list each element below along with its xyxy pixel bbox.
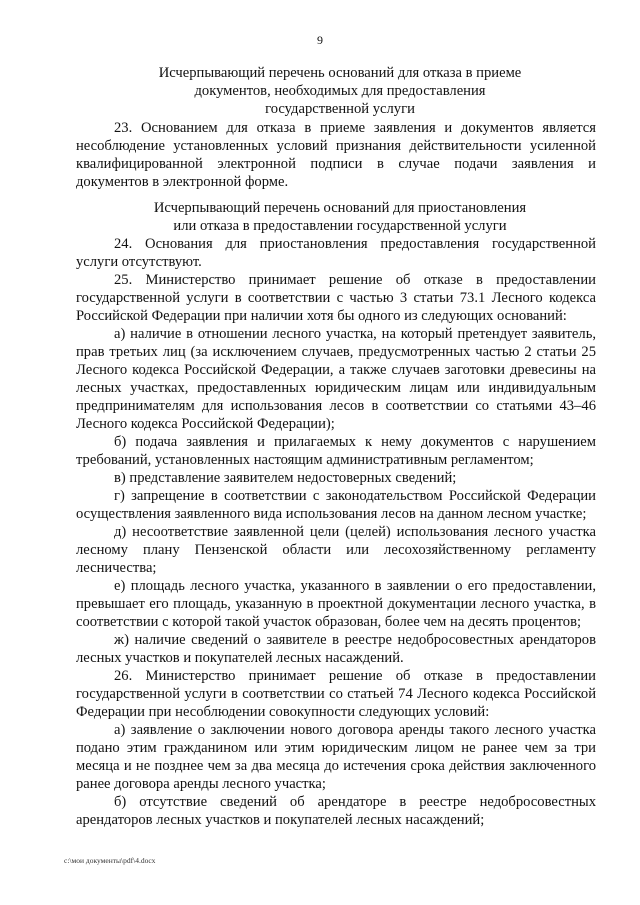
heading-line: Исчерпывающий перечень оснований для приостановления bbox=[153, 200, 527, 216]
paragraph-25-e: е) площадь лесного участка, указанного в заявлении о его предоставлении, превышает его площадь, указанную в проектной документации лесного участка, в соответствии с которой такой участок образован, более чем на десять процентов; bbox=[76, 578, 596, 630]
heading-line: государственной услуги bbox=[265, 101, 415, 117]
paragraph-25: 25. Министерство принимает решение об отказе в предоставлении государственной услуги в соответствии с частью 3 статьи 73.1 Лесного кодекса Российской Федерации при наличии хотя бы одного из следующих оснований: bbox=[76, 272, 596, 324]
paragraph-26-a: а) заявление о заключении нового договора аренды такого лесного участка подано этим гражданином или этим юридическим лицом не ранее чем за три месяца и не позднее чем за два месяца до истечения срока действия заключенного ранее договора аренды лесного участка; bbox=[76, 722, 596, 792]
paragraph-24: 24. Основания для приостановления предоставления государственной услуги отсутствуют. bbox=[76, 236, 596, 270]
heading-line: документов, необходимых для предоставления bbox=[194, 83, 486, 99]
paragraph-25-b: б) подача заявления и прилагаемых к нему документов с нарушением требований, установленных настоящим административным регламентом; bbox=[76, 434, 596, 468]
paragraph-25-a: а) наличие в отношении лесного участка, на который претендует заявитель, прав третьих лиц (за исключением случаев, предусмотренных частью 2 статьи 25 Лесного кодекса Российской Федерации, а также случаев заготовки древесины на лесных участках, предоставленных юридическим лицам или индивидуальным предпринимателям для использования лесов в соответствии со статьями 43–46 Лесного кодекса Российской Федерации); bbox=[76, 326, 596, 432]
paragraph-25-zh: ж) наличие сведений о заявителе в реестре недобросовестных арендаторов лесных участков и покупателей лесных насаждений. bbox=[76, 632, 596, 666]
paragraph-25-d: д) несоответствие заявленной цели (целей) использования лесного участка лесному плану Пензенской области или лесохозяйственному регламенту лесничества; bbox=[76, 524, 596, 576]
heading-line: Исчерпывающий перечень оснований для отказа в приеме bbox=[158, 65, 522, 81]
section-heading-refusal-acceptance bbox=[80, 64, 600, 118]
paragraph-25-v: в) представление заявителем недостоверных сведений; bbox=[114, 470, 457, 486]
paragraph-25-g: г) запрещение в соответствии с законодательством Российской Федерации осуществления заявленного вида использования лесов на данном лесном участке; bbox=[76, 488, 596, 522]
page-number: 9 bbox=[317, 33, 323, 47]
paragraph-23: 23. Основанием для отказа в приеме заявления и документов является несоблюдение установленных условий признания действительности усиленной квалифицированной электронной подписи в случае подачи заявления и документов в электронной форме. bbox=[76, 120, 596, 190]
heading-line: или отказа в предоставлении государственной услуги bbox=[173, 218, 507, 234]
footer-file-path: c:\мои документы\pdf\4.docx bbox=[64, 856, 156, 865]
body-block-refusal-acceptance bbox=[76, 119, 596, 191]
paragraph-26-b: б) отсутствие сведений об арендаторе в реестре недобросовестных арендаторов лесных участков и покупателей лесных насаждений; bbox=[76, 794, 596, 828]
paragraph-26: 26. Министерство принимает решение об отказе в предоставлении государственной услуги в соответствии со статьей 74 Лесного кодекса Российской Федерации при несоблюдении совокупности следующих условий: bbox=[76, 668, 596, 720]
body-block-suspension-refusal bbox=[76, 235, 596, 829]
section-heading-suspension-refusal bbox=[80, 199, 600, 235]
